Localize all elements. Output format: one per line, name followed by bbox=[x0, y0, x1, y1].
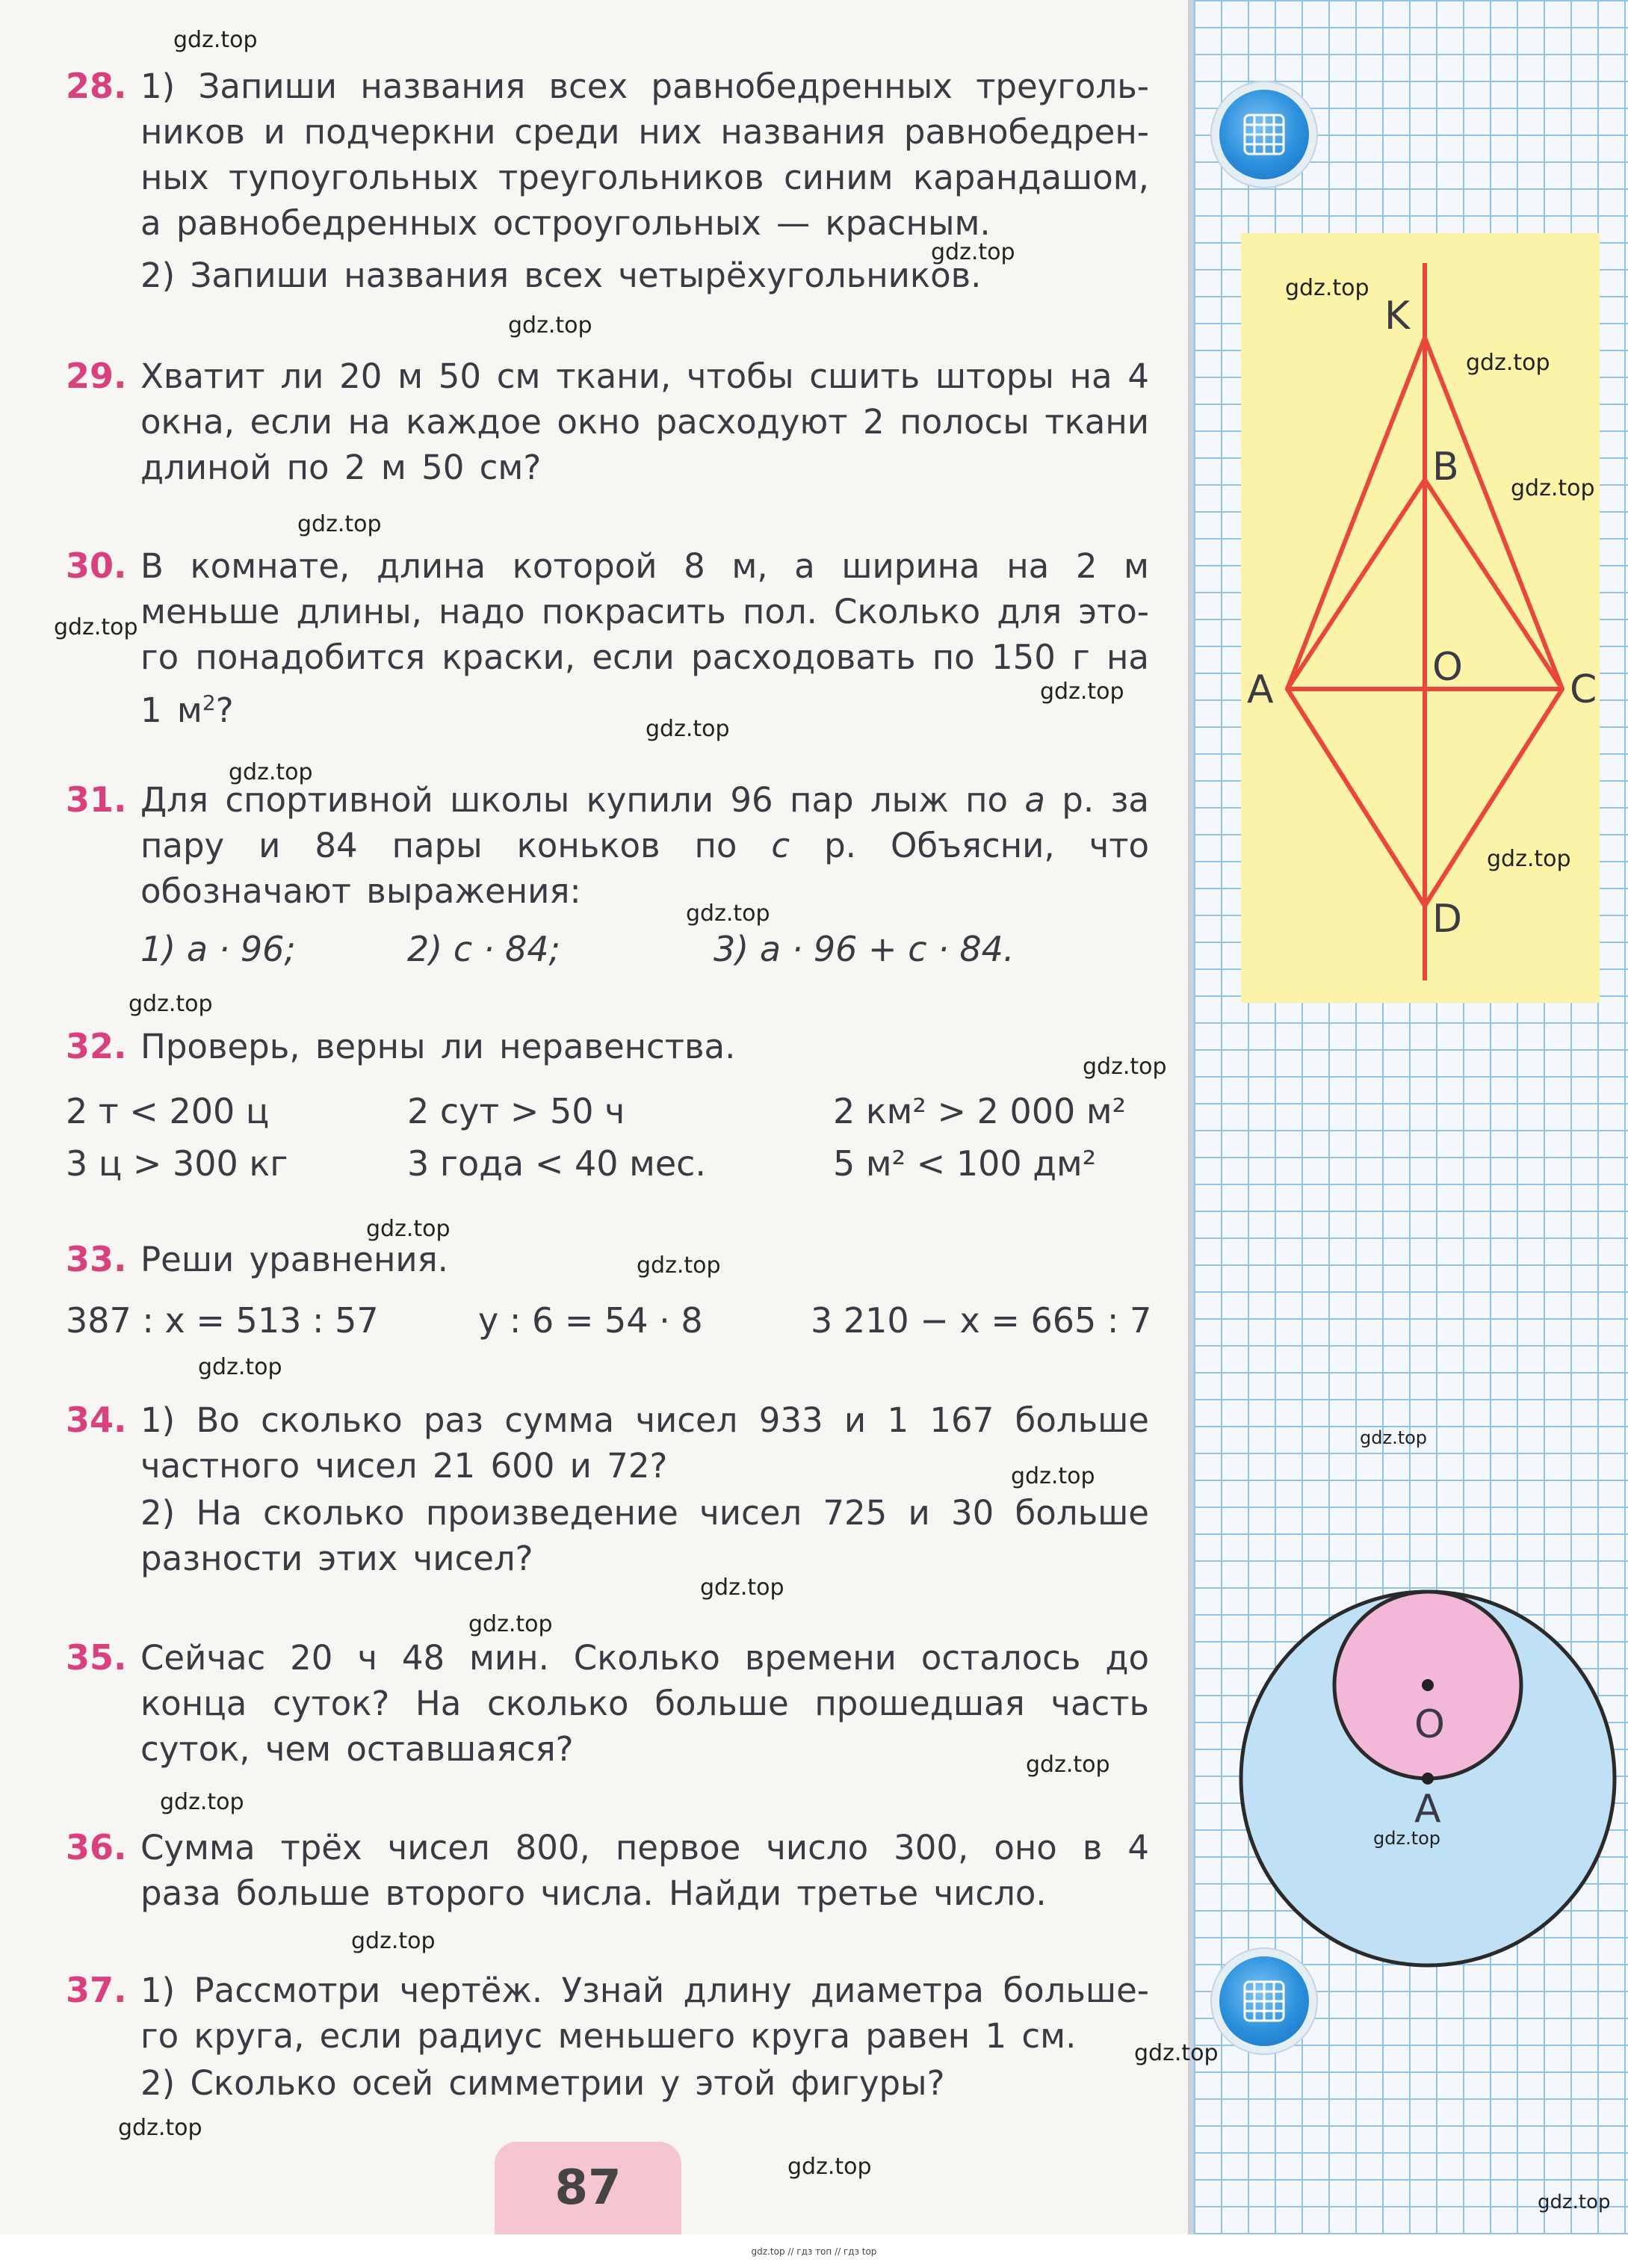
task-number: 31. bbox=[66, 779, 127, 820]
task-text: 1) Запиши названия всех равнобедренных треуголь-ников и подчеркни среди них названия равнобедрен-ных тупоугольных треугольников синим карандашом, а равнобедренных остроугольных — красным. bbox=[140, 67, 1149, 243]
task-number: 37. bbox=[66, 1970, 127, 2010]
task-number: 36. bbox=[66, 1827, 127, 1867]
page-number: 87 bbox=[495, 2142, 681, 2234]
label-c: C bbox=[1570, 667, 1597, 712]
task-number: 29. bbox=[66, 356, 127, 396]
label-b: B bbox=[1432, 445, 1459, 489]
equation: 387 : x = 513 : 57 bbox=[66, 1300, 379, 1341]
watermark: gdz.top bbox=[508, 312, 592, 339]
watermark: gdz.top bbox=[366, 1216, 451, 1242]
inequality: 2 сут > 50 ч bbox=[407, 1091, 625, 1131]
task-text-part: В комнате, длина которой 8 м, а ширина на 2 м меньше длины, надо покрасить пол. Сколько для это-го понадобится краски, если расходовать по 150 г на 1 м bbox=[140, 546, 1149, 730]
watermark: gdz.top bbox=[931, 239, 1015, 265]
watermark: gdz.top bbox=[1466, 350, 1550, 376]
watermark: gdz.top bbox=[1040, 679, 1124, 705]
label-a: A bbox=[1414, 1787, 1441, 1832]
expression: 1) a · 96; bbox=[140, 929, 296, 969]
watermark: gdz.top bbox=[198, 1354, 282, 1380]
inequality: 3 ц > 300 кг bbox=[66, 1143, 288, 1184]
variable: c bbox=[771, 826, 790, 865]
watermark: gdz.top bbox=[1026, 1752, 1110, 1778]
task-text-part: р. за пару и 84 пары коньков по bbox=[140, 780, 1149, 865]
task-number: 32. bbox=[66, 1026, 127, 1066]
task-text bbox=[140, 777, 1149, 914]
watermark: gdz.top bbox=[1373, 1828, 1441, 1849]
watermark: gdz.top bbox=[637, 1252, 721, 1279]
task-number: 30. bbox=[66, 546, 127, 586]
task-text: 2) Сколько осей симметрии у этой фигуры? bbox=[140, 2063, 945, 2103]
watermark: gdz.top bbox=[54, 614, 138, 640]
watermark: gdz.top bbox=[173, 27, 258, 53]
watermark: gdz.top bbox=[1511, 475, 1595, 501]
task-number: 34. bbox=[66, 1400, 127, 1440]
task-text: Сейчас 20 ч 48 мин. Сколько времени осталось до конца суток? На сколько больше прошедшая часть суток, чем оставшаяся? bbox=[140, 1638, 1149, 1769]
inequality: 5 м² < 100 дм² bbox=[833, 1143, 1097, 1184]
task-text bbox=[140, 543, 1149, 733]
task-number: 35. bbox=[66, 1637, 127, 1678]
label-d: D bbox=[1432, 897, 1463, 942]
task-text: Сумма трёх чисел 800, первое число 300, оно в 4 раза больше второго числа. Найди третье число. bbox=[140, 1828, 1149, 1913]
grid-globe-icon bbox=[1219, 90, 1309, 179]
watermark: gdz.top bbox=[1538, 2191, 1611, 2213]
label-k: K bbox=[1384, 294, 1411, 339]
task-text: 2) На сколько произведение чисел 725 и 30 больше разности этих чисел? bbox=[140, 1493, 1149, 1578]
task-number: 28. bbox=[66, 66, 127, 106]
rhombus-figure bbox=[1241, 233, 1600, 1003]
task-number: 33. bbox=[66, 1239, 127, 1279]
grid-globe-icon bbox=[1219, 1956, 1309, 2046]
task-text-part: ? bbox=[215, 690, 234, 730]
inequality: 2 т < 200 ц bbox=[66, 1091, 270, 1131]
watermark: gdz.top bbox=[1285, 275, 1369, 301]
equation: 3 210 − x = 665 : 7 bbox=[811, 1300, 1152, 1341]
watermark: gdz.top bbox=[297, 511, 382, 537]
watermark: gdz.top bbox=[1134, 2040, 1219, 2066]
task-text-part: р. Объясни, что обозначают выражения: bbox=[140, 826, 1149, 911]
variable: a bbox=[1024, 780, 1045, 820]
watermark: gdz.top bbox=[646, 716, 730, 742]
watermark: gdz.top bbox=[1083, 1054, 1167, 1080]
expression: 2) c · 84; bbox=[407, 929, 561, 969]
watermark: gdz.top bbox=[787, 2154, 872, 2180]
watermark: gdz.top bbox=[1487, 846, 1571, 872]
watermark: gdz.top bbox=[1360, 1427, 1428, 1448]
task-text: 1) Во сколько раз сумма чисел 933 и 1 167 больше частного чисел 21 600 и 72? bbox=[140, 1400, 1149, 1486]
watermark: gdz.top bbox=[351, 1928, 436, 1954]
bottom-strip: gdz.top // гдз топ // гдз top bbox=[751, 2246, 877, 2257]
task-text: 1) Рассмотри чертёж. Узнай длину диаметра больше-го круга, если радиус меньшего круга равен 1 см. bbox=[140, 1971, 1149, 2056]
circles-figure bbox=[1237, 1588, 1618, 1969]
watermark: gdz.top bbox=[700, 1575, 784, 1601]
equation: y : 6 = 54 · 8 bbox=[478, 1300, 703, 1341]
point-a bbox=[1422, 1773, 1434, 1785]
watermark: gdz.top bbox=[468, 1611, 553, 1637]
watermark: gdz.top bbox=[229, 759, 313, 785]
center-o bbox=[1422, 1679, 1434, 1691]
label-o: O bbox=[1432, 645, 1463, 690]
watermark: gdz.top bbox=[686, 900, 770, 927]
watermark: gdz.top bbox=[129, 991, 213, 1017]
watermark: gdz.top bbox=[118, 2115, 202, 2141]
watermark: gdz.top bbox=[1011, 1463, 1095, 1489]
label-o: O bbox=[1414, 1702, 1445, 1747]
expression: 3) a · 96 + c · 84. bbox=[714, 929, 1015, 969]
task-text-part: Для спортивной школы купили 96 пар лыж по bbox=[140, 780, 1025, 820]
inequality: 2 км² > 2 000 м² bbox=[833, 1091, 1127, 1131]
task-text: 2) Запиши названия всех четырёхугольников. bbox=[140, 256, 982, 295]
task-text: Реши уравнения. bbox=[140, 1240, 448, 1279]
task-text: Проверь, верны ли неравенства. bbox=[140, 1027, 736, 1066]
superscript: 2 bbox=[202, 690, 216, 715]
watermark: gdz.top bbox=[160, 1789, 244, 1815]
inequality: 3 года < 40 мес. bbox=[407, 1143, 707, 1184]
label-a: A bbox=[1247, 667, 1274, 712]
task-text: Хватит ли 20 м 50 см ткани, чтобы сшить шторы на 4 окна, если на каждое окно расходуют 2 полосы ткани длиной по 2 м 50 см? bbox=[140, 356, 1149, 487]
